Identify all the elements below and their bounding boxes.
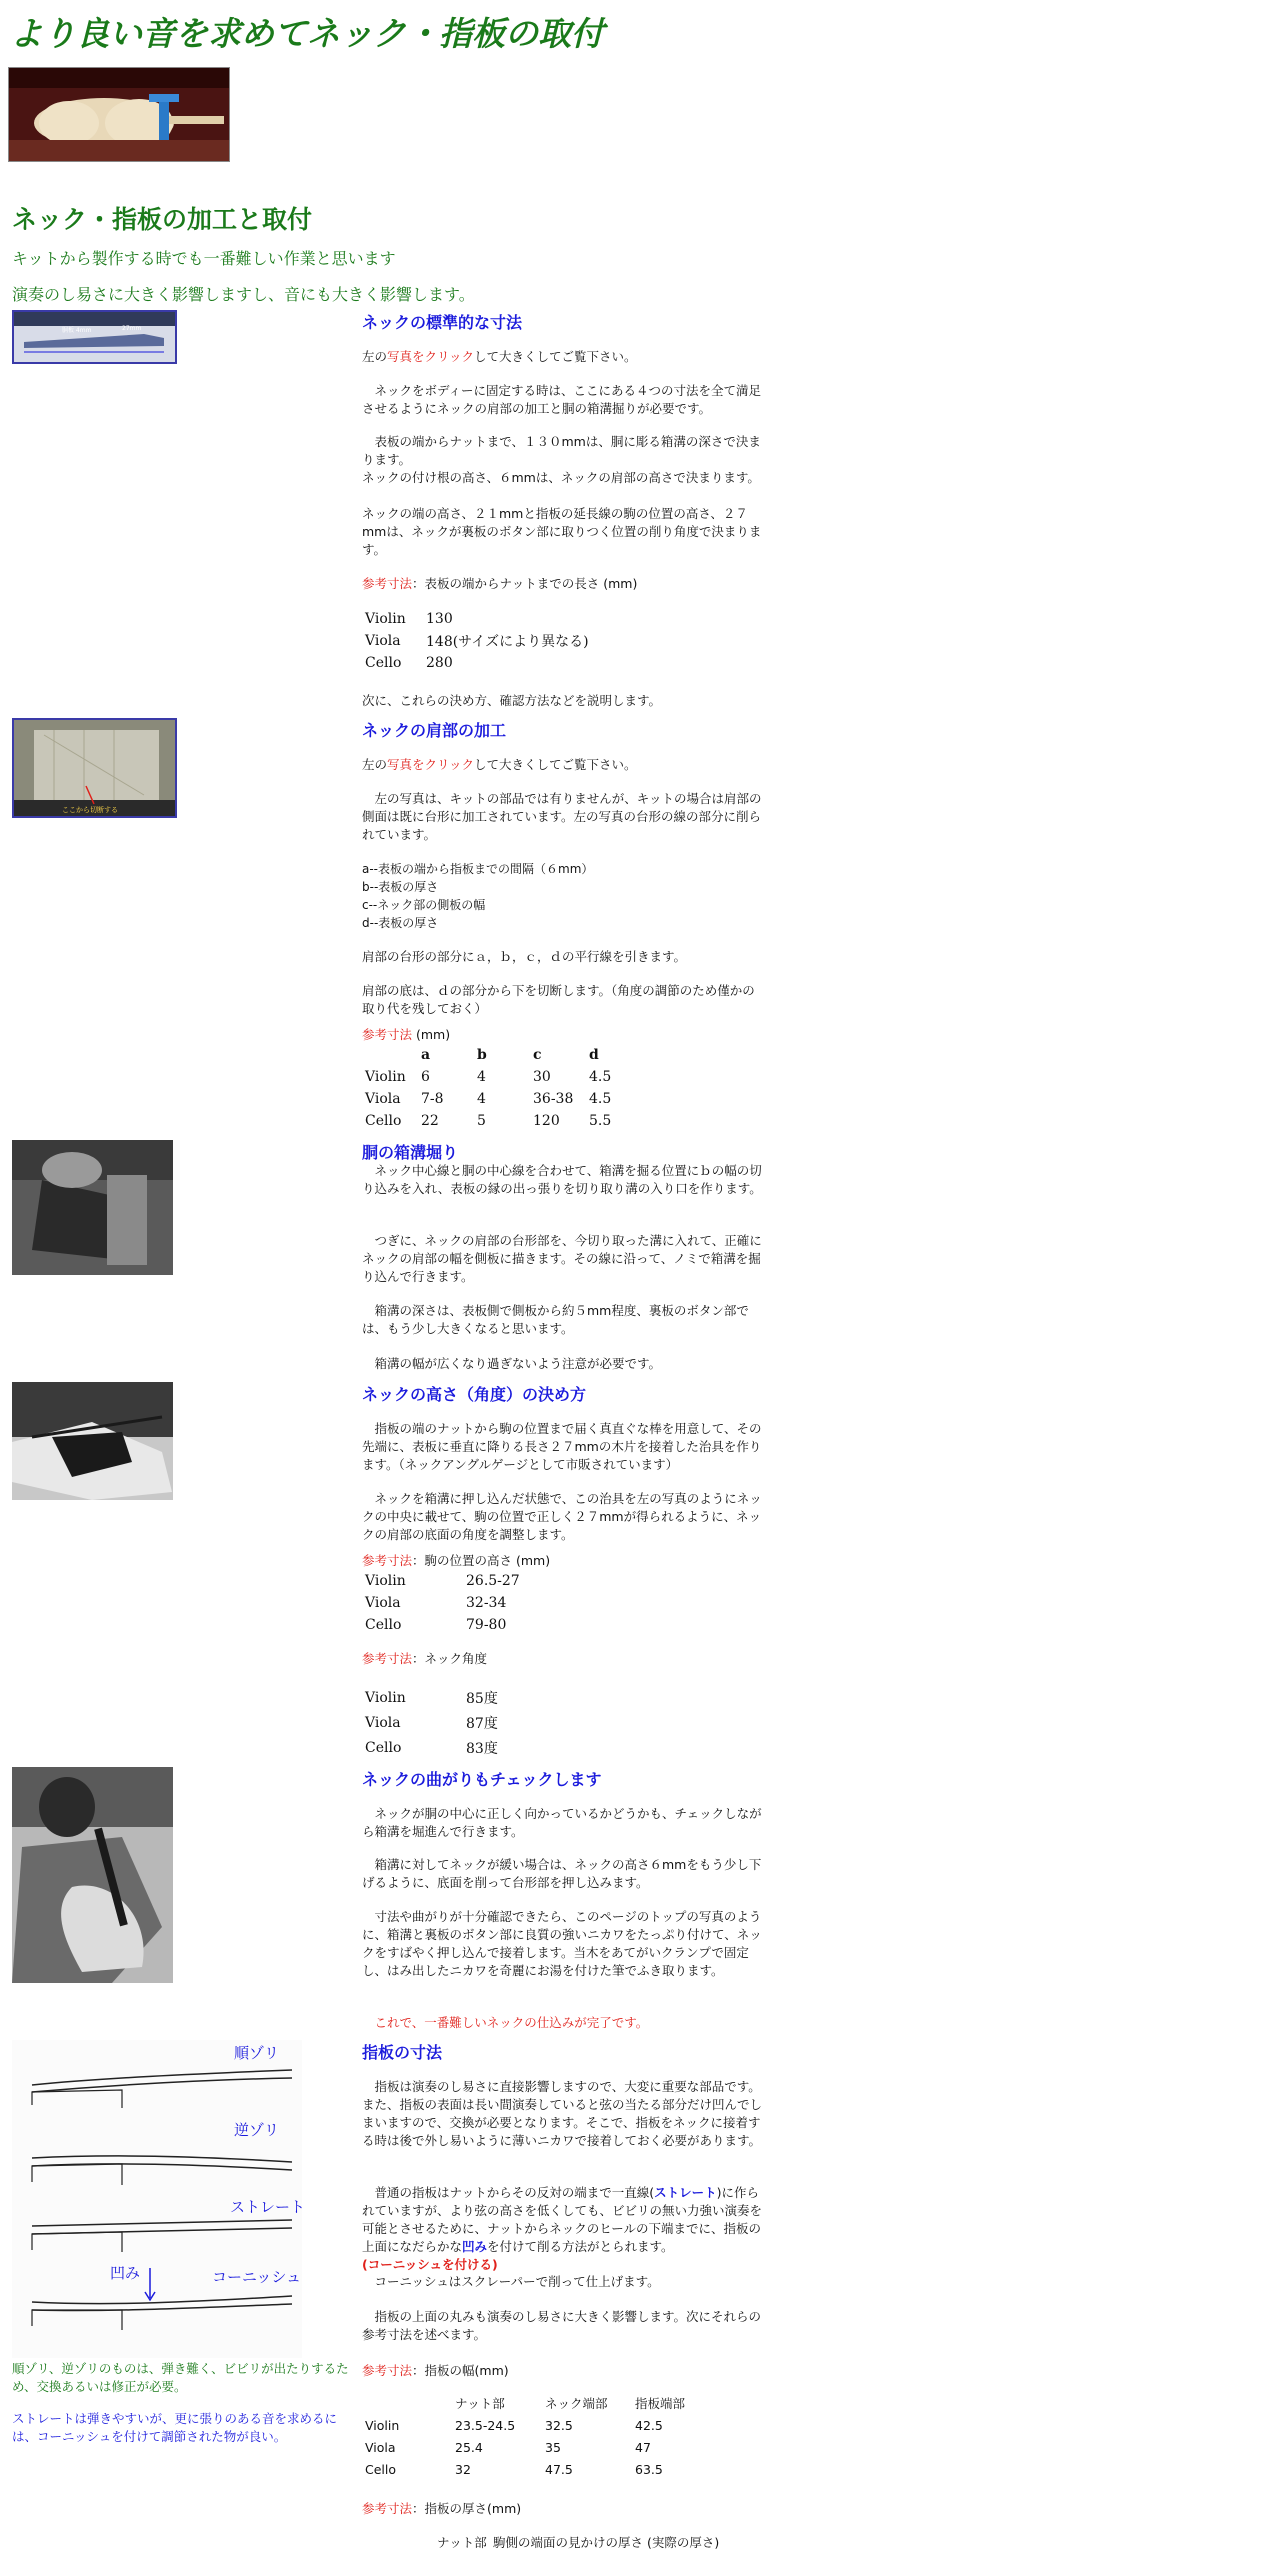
list-item: b--表板の厚さ [362, 880, 439, 894]
table-row: Viola 7-8 4 36-38 4.5 [365, 1091, 612, 1107]
s6-title: 指板の寸法 [362, 2043, 443, 2062]
label-gyakuzori: 逆ゾリ [234, 2121, 280, 2139]
s2-para-2: 肩部の台形の部分にａ，ｂ，ｃ，ｄの平行線を引きます。 [362, 949, 687, 964]
s2-para-1: 左の写真は、キットの部品では有りませんが、キットの場合は肩部の側面は既に台形に加工されています。左の写真の台形の線の部分に削られています。 [362, 791, 762, 842]
s1-para-1: ネックをボディーに固定する時は、ここにある４つの寸法を全て満足させるようにネックの肩部の加工と胴の箱溝掘りが必要です。 [362, 383, 762, 416]
s6-ref-2: 参考寸法：指板の厚さ(mm) [362, 2501, 522, 2516]
s1-ref: 参考寸法：表板の端からナットまでの長さ (mm) [362, 576, 638, 591]
table-row: Violin 85度 [365, 1689, 498, 1707]
box-groove-photo [12, 1140, 173, 1275]
page-title: より良い音を求めてネック・指板の取付 [10, 14, 604, 53]
s1-photo-link[interactable]: 写真をクリック [387, 349, 475, 364]
neck-diagram-image [14, 312, 175, 362]
table-row: Cello 79-80 [365, 1617, 507, 1633]
s5-title: ネックの曲がりもチェックします [362, 1770, 602, 1789]
s1-para-3: ネックの付け根の高さ、６mmは、ネックの肩部の高さで決まります。 [362, 470, 760, 485]
s2-definitions [362, 860, 593, 932]
neck-dimensions-thumbnail[interactable] [12, 310, 177, 364]
s6-para-1: 指板は演奏のし易さに直接影響しますので、大変に重要な部品です。また、指板の表面は長い間演奏していると弦の当たる部分だけ凹んでしまいますので、交換が必要となります。そこで、指板をネックに接着する時は後で外し易いように薄いニカワで接着しておく必要があります。 [362, 2079, 763, 2148]
table-row: Cello 280 [365, 655, 453, 671]
list-item: d--表板の厚さ [362, 916, 439, 930]
intro-line-2: 演奏のし易さに大きく影響しますし、音にも大きく影響します。 [12, 285, 475, 304]
table-row: Violin 26.5-27 [365, 1573, 520, 1589]
s2-para-3: 肩部の底は、ｄの部分から下を切断します。（角度の調節のため僅かの取り代を残しておく） [362, 983, 755, 1016]
label-cornish: コーニッシュ [212, 2268, 302, 2286]
diagram-caption-2: ストレートは弾きやすいが、更に張りのある音を求めるには、コーニッシュを付けて調節された物が良い。 [12, 2411, 338, 2444]
s1-click-hint: 左の写真をクリックして大きくしてご覧下さい。 [362, 349, 637, 364]
s5-para-1: ネックが胴の中心に正しく向かっているかどうかも、チェックしながら箱溝を堀進んで行きます。 [362, 1806, 762, 1839]
label-junzori: 順ゾリ [234, 2044, 280, 2062]
diagram-caption-1: 順ゾリ、逆ゾリのものは、弾き難く、ビビリが出たりするため、交換あるいは修正が必要。 [12, 2361, 349, 2394]
neck-angle-photo [12, 1382, 173, 1500]
table-row: Viola 32-34 [365, 1595, 507, 1611]
s4-table-2 [362, 1685, 501, 1760]
craftsman-photo [12, 1767, 173, 1983]
gauge-photo [12, 1382, 173, 1500]
label-straight: ストレート [230, 2198, 302, 2216]
s1-next: 次に、これらの決め方、確認方法などを説明します。 [362, 693, 662, 708]
list-item: a--表板の端から指板までの間隔（６mm） [362, 862, 594, 876]
s2-click-hint: 左の写真をクリックして大きくしてご覧下さい。 [362, 757, 637, 772]
table-row: Cello 22 5 120 5.5 [365, 1113, 612, 1129]
s2-ref: 参考寸法 (mm) [362, 1027, 451, 1042]
section-heading: ネック・指板の加工と取付 [12, 205, 313, 234]
intro-line-1: キットから製作する時でも一番難しい作業と思います [12, 249, 396, 268]
s6-para-4: 指板の上面の丸みも演奏のし易さに大きく影響します。次にそれらの参考寸法を述べます。 [362, 2309, 762, 2342]
s6-ref-1: 参考寸法：指板の幅(mm) [362, 2363, 509, 2378]
s4-para-1: 指板の端のナットから駒の位置まで届く真直ぐな棒を用意して、その先端に、表板に垂直に降りる長さ２７mmの木片を接着した治具を作ります。（ネックアングルゲージとして市販されています） [362, 1421, 762, 1472]
s3-para-1: ネック中心線と胴の中心線を合わせて、箱溝を掘る位置にｂの幅の切り込みを入れ、表板の縁の出っ張りを切り取り溝の入り口を作ります。 [362, 1163, 762, 1196]
s5-para-3: 寸法や曲がりが十分確認できたら、このページのトップの写真のように、箱溝と裏板のボタン部に良質の強いニカワをたっぷり付けて、ネックをすばやく押し込んで接着します。当木をあてがいクランプで固定し、はみ出したニカワを奇麗にお湯を付けた筆でふき取ります。 [362, 1909, 762, 1978]
s6-para-2: 普通の指板はナットからその反対の端まで一直線(ストレート)に作られていますが、より弦の高さを低くしても、ビビリの無い力強い演奏を可能とさせるために、ナットからネックのヒールの下端までに、指板の上面になだらかな凹みを付けて削る方法がとられます。 (コーニッシュを付ける) [362, 2185, 763, 2272]
s3-title: 胴の箱溝堀り [362, 1143, 459, 1162]
table-row: Viola 87度 [365, 1714, 498, 1732]
list-item: c--ネック部の側板の幅 [362, 898, 486, 912]
img-label-1: 胴板 4mm [62, 327, 92, 334]
fingerboard-curvature-diagram [12, 2040, 302, 2358]
s1-para-4: ネックの端の高さ、２１mmと指板の延長線の駒の位置の高さ、２７mmは、ネックが裏板のボタン部に取りつく位置の削り角度で決まります。 [362, 506, 762, 557]
table-row: Violin 23.5-24.5 32.5 42.5 [365, 2417, 663, 2433]
s3-para-3: 箱溝の深さは、表板側で側板から約５mm程度、裏板のボタン部では、もう少し大きくなると思います。 [362, 1303, 749, 1336]
s6-para-3: コーニッシュはスクレーパーで削って仕上げます。 [362, 2274, 660, 2289]
table-row: Violin 130 [365, 611, 453, 627]
s4-title: ネックの高さ（角度）の決め方 [362, 1385, 587, 1404]
s6-table-1 [362, 2392, 722, 2480]
table-row: Viola 148(サイズにより異なる) [365, 633, 589, 650]
s2-table [362, 1044, 642, 1132]
s6-table-2 [362, 2532, 726, 2554]
s2-photo-link[interactable]: 写真をクリック [387, 757, 475, 772]
s1-table [362, 608, 592, 674]
neck-shoulder-thumbnail[interactable] [12, 718, 177, 818]
chisel-photo [12, 1140, 173, 1275]
s4-ref-2: 参考寸法：ネック角度 [362, 1651, 488, 1666]
fingerboard-diagram [12, 2040, 302, 2358]
s5-para-2: 箱溝に対してネックが緩い場合は、ネックの高さ６mmをもう少し下げるように、底面を削って台形部を押し込みます。 [362, 1857, 762, 1890]
s4-para-2: ネックを箱溝に押し込んだ状態で、この治具を左の写真のようにネックの中央に載せて、駒の位置で正しく２７mmが得られるように、ネックの肩部の底面の角度を調整します。 [362, 1491, 762, 1542]
label-hekomi: 凹み [110, 2264, 141, 2282]
table-header: ナット部 駒側の端面の見かけの厚さ (実際の厚さ) [437, 2535, 720, 2550]
s2-title: ネックの肩部の加工 [362, 721, 507, 740]
s4-ref-1: 参考寸法：駒の位置の高さ (mm) [362, 1553, 551, 1568]
s1-title: ネックの標準的な寸法 [362, 313, 523, 332]
img-cut-label: ここから切断する [62, 806, 118, 814]
img-label-2: 27mm [122, 325, 142, 332]
s3-para-4: 箱溝の幅が広くなり過ぎないよう注意が必要です。 [362, 1356, 662, 1371]
banner-photo[interactable] [8, 67, 230, 162]
s5-done: これで、一番難しいネックの仕込みが完了です。 [362, 2015, 649, 2030]
table-row: Cello 32 47.5 63.5 [365, 2461, 663, 2477]
neck-shoulder-image [14, 720, 175, 816]
table-header: ナット部 ネック端部 指板端部 [455, 2396, 686, 2411]
neck-check-photo [12, 1767, 173, 1983]
table-row: Cello 83度 [365, 1739, 498, 1757]
s4-table-1 [362, 1570, 523, 1636]
s1-para-2: 表板の端からナットまで、１３０mmは、胴に彫る箱溝の深さで決まります。 [362, 434, 761, 467]
table-row: Violin 6 4 30 4.5 [365, 1069, 612, 1085]
violin-clamp-image [9, 68, 229, 161]
table-row: Viola 25.4 35 47 [365, 2439, 651, 2455]
table-header: a b c d [421, 1047, 599, 1063]
s3-para-2: つぎに、ネックの肩部の台形部を、今切り取った溝に入れて、正確にネックの肩部の幅を側板に描きます。その線に沿って、ノミで箱溝を掘り込んで行きます。 [362, 1233, 762, 1284]
